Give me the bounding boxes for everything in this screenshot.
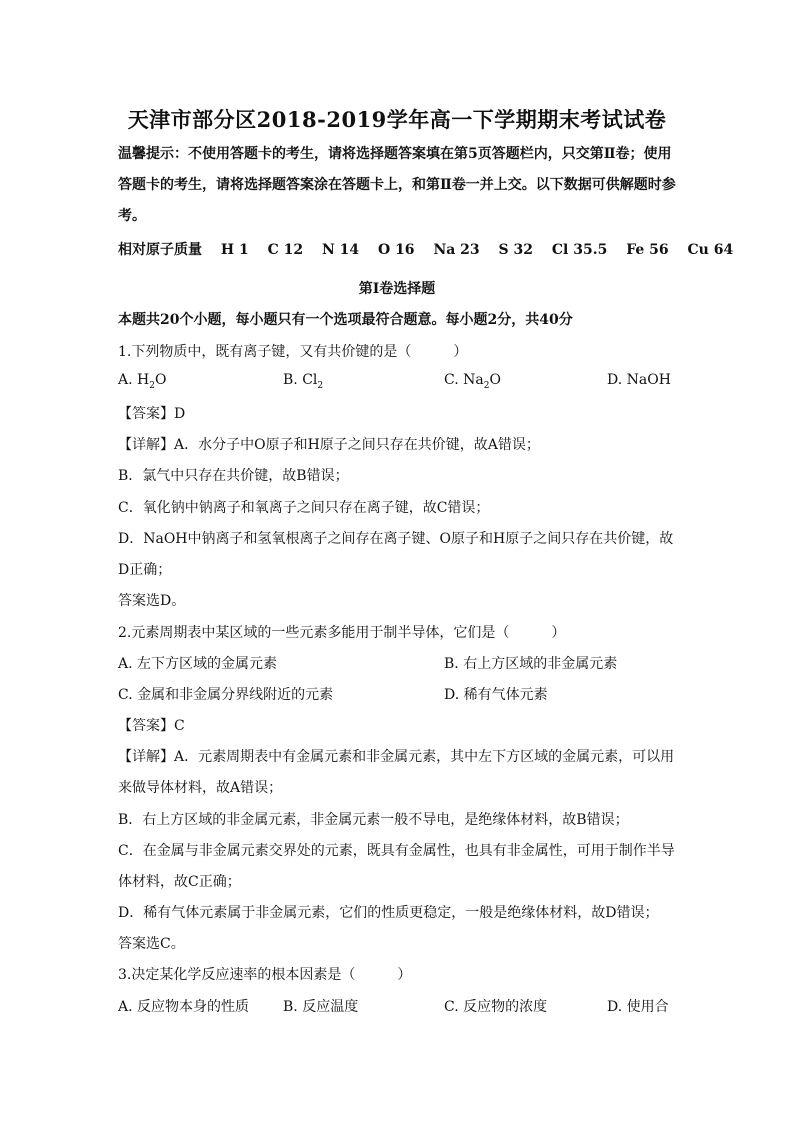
q3-option-d: D. 使用合 [607, 999, 669, 1015]
q2-detail-c-line1: C．在金属与非金属元素交界处的元素，既具有金属性，也具有非金属性，可用于制作半导 [118, 843, 675, 859]
atomic-mass-s: S 32 [498, 242, 534, 258]
q1-option-b: B. $Cl_2$ [283, 372, 324, 391]
q1-detail-d-line2: D正确； [118, 562, 172, 578]
q3-stem: 3.决定某化学反应速率的根本因素是（ ） [118, 967, 412, 983]
section-instruction: 本题共20个小题，每小题只有一个选项最符合题意。每小题2分，共40分 [118, 312, 573, 328]
q2-detail-a-line2: 来做导体材料，故A错误； [118, 780, 283, 796]
q3-option-b: B. 反应温度 [283, 999, 359, 1015]
warm-tip: 温馨提示：不使用答题卡的考生，请将选择题答案填在第5页答题栏内，只交第Ⅱ卷；使用答题卡的考生，请将选择题答案涂在答题卡上，和第Ⅱ卷一并上交。以下数据可供解题时参考。 [118, 146, 676, 224]
q1-option-a: A. $H_2O$ [118, 372, 167, 391]
atomic-mass-row [118, 239, 747, 259]
q2-option-d: D. 稀有气体元素 [444, 687, 548, 703]
atomic-mass-label: 相对原子质量 [118, 242, 202, 258]
q1-option-c: C. $Na_2O$ [444, 372, 501, 391]
q2-detail-d: D．稀有气体元素属于非金属元素，它们的性质更稳定，一般是绝缘体材料，故D错误； [118, 905, 659, 921]
atomic-mass-na: Na 23 [433, 242, 480, 258]
atomic-mass-h: H 1 [220, 242, 249, 258]
q3-option-c: C. 反应物的浓度 [444, 999, 548, 1015]
q3-option-a: A. 反应物本身的性质 [118, 999, 250, 1015]
q1-answer: 【答案】D [118, 406, 186, 422]
atomic-mass-fe: Fe 56 [626, 242, 669, 258]
q1-option-d: D. NaOH [607, 372, 671, 388]
q1-detail-d-line1: D．NaOH中钠离子和氢氧根离子之间存在离子键、O原子和H原子之间只存在共价键，故 [118, 531, 674, 547]
q1-detail-a: 【详解】A．水分子中O原子和H原子之间只存在共价键，故A错误； [118, 437, 540, 453]
q2-option-c: C. 金属和非金属分界线附近的元素 [118, 687, 334, 703]
q2-detail-c-line2: 体材料，故C正确； [118, 874, 241, 890]
q2-stem: 2.元素周期表中某区域的一些元素多能用于制半导体，它们是（ ） [118, 625, 566, 641]
atomic-mass-cu: Cu 64 [687, 242, 734, 258]
atomic-mass-n: N 14 [321, 242, 360, 258]
q2-detail-a-line1: 【详解】A．元素周期表中有金属元素和非金属元素，其中左下方区域的金属元素，可以用 [118, 749, 675, 765]
q2-conclusion: 答案选C。 [118, 936, 185, 952]
q1-stem: 1.下列物质中，既有离子键，又有共价键的是（ ） [118, 344, 468, 360]
q2-answer: 【答案】C [118, 718, 185, 734]
q1-conclusion: 答案选D。 [118, 593, 186, 609]
q1-detail-b: B．氯气中只存在共价键，故B错误； [118, 468, 349, 484]
atomic-mass-c: C 12 [267, 242, 304, 258]
q2-detail-b: B．右上方区域的非金属元素，非金属元素一般不导电，是绝缘体材料，故B错误； [118, 812, 629, 828]
atomic-mass-o: O 16 [378, 242, 415, 258]
q1-detail-c: C．氧化钠中钠离子和氧离子之间只存在离子键，故C错误； [118, 500, 490, 516]
q2-option-b: B. 右上方区域的非金属元素 [444, 656, 618, 672]
q2-option-a: A. 左下方区域的金属元素 [118, 656, 278, 672]
page-title: 天津市部分区2018-2019学年高一下学期期末考试试卷 [127, 107, 667, 132]
atomic-mass-cl: Cl 35.5 [551, 242, 608, 258]
section-title: 第Ⅰ卷选择题 [358, 281, 436, 297]
